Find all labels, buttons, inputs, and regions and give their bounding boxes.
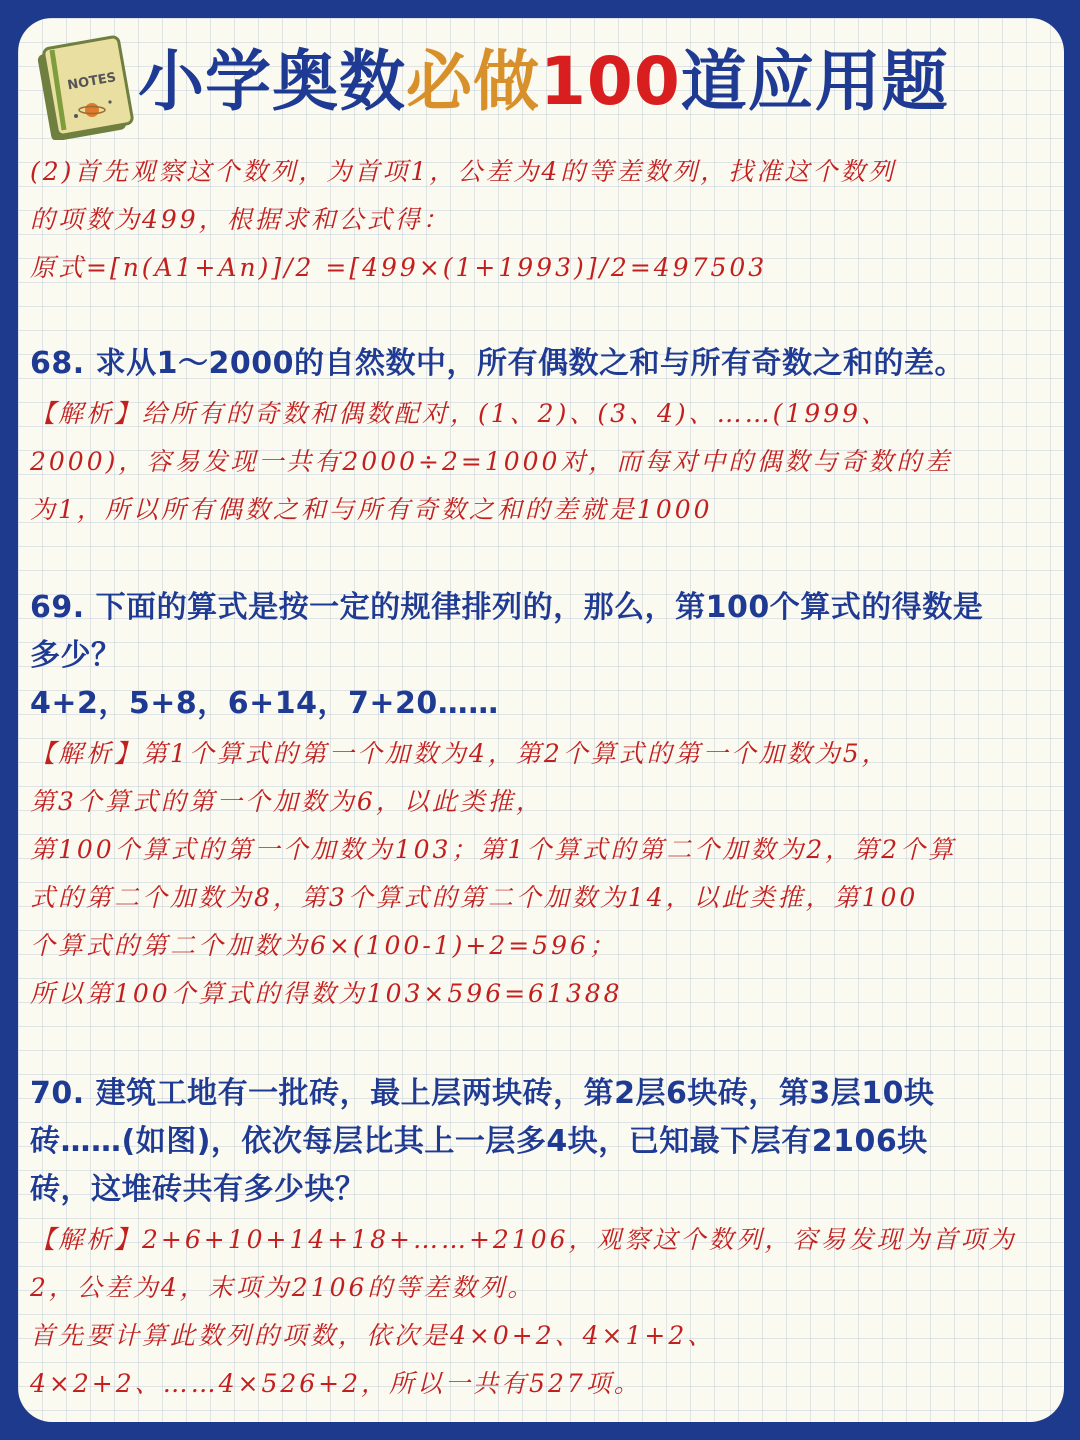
question-68: 68. 求从1～2000的自然数中，所有偶数之和与所有奇数之和的差。 (30, 346, 965, 381)
answer-68-line-2: 2000)，容易发现一共有2000÷2=1000对，而每对中的偶数与奇数的差 (30, 447, 953, 476)
notebook-icon (30, 30, 134, 140)
solution-67-line-2: 的项数为499，根据求和公式得： (30, 205, 451, 234)
answer-69-line-6: 所以第100个算式的得数为103×596=61388 (30, 979, 623, 1008)
title-part-3: 100 (540, 43, 681, 120)
answer-69-line-1: 【解析】第1个算式的第一个加数为4，第2个算式的第一个加数为5， (30, 739, 890, 768)
answer-69-line-4: 式的第二个加数为8，第3个算式的第二个加数为14，以此类推，第100 (30, 883, 919, 912)
title-part-1: 小学奥数 (138, 43, 406, 120)
title-part-4: 道应用题 (680, 43, 949, 120)
question-70-line-3: 砖，这堆砖共有多少块？ (30, 1172, 366, 1207)
answer-70-line-2: 2，公差为4，末项为2106的等差数列。 (30, 1273, 536, 1302)
answer-69-line-2: 第3个算式的第一个加数为6，以此类推， (30, 787, 544, 816)
answer-70-line-3: 首先要计算此数列的项数，依次是4×0+2、4×1+2、 (30, 1321, 716, 1350)
answer-70-line-4: 4×2+2、……4×526+2，所以一共有527项。 (30, 1369, 642, 1398)
answer-69-line-5: 个算式的第二个加数为6×(100-1)+2=596； (30, 931, 617, 960)
answer-68-line-3: 为1，所以所有偶数之和与所有奇数之和的差就是1000 (30, 495, 713, 524)
answer-70-line-1: 【解析】2+6+10+14+18+……+2106，观察这个数列，容易发现为首项为 (30, 1225, 1017, 1254)
question-70-line-2: 砖……(如图)，依次每层比其上一层多4块，已知最下层有2106块 (30, 1124, 928, 1159)
question-70-line-1: 70. 建筑工地有一批砖，最上层两块砖，第2层6块砖，第3层10块 (30, 1076, 935, 1111)
page-title (138, 40, 949, 124)
answer-69-line-3: 第100个算式的第一个加数为103；第1个算式的第二个加数为2，第2个算 (30, 835, 957, 864)
question-69-line-2: 多少？ (30, 638, 122, 673)
header (18, 18, 1064, 148)
answer-68-line-1: 【解析】给所有的奇数和偶数配对，(1、2)、(3、4)、……(1999、 (30, 399, 890, 428)
question-69-line-3: 4+2，5+8，6+14，7+20…… (30, 686, 499, 721)
notebook-label: NOTES (66, 70, 118, 94)
solution-67-line-1: (2)首先观察这个数列，为首项1，公差为4的等差数列，找准这个数列 (30, 157, 897, 186)
question-69-line-1: 69. 下面的算式是按一定的规律排列的，那么，第100个算式的得数是 (30, 590, 984, 625)
notebook-page (18, 18, 1064, 1422)
solution-67-line-3: 原式=[n(A1+An)]/2 =[499×(1+1993)]/2=497503 (30, 253, 768, 282)
title-part-2: 必做 (406, 43, 540, 120)
